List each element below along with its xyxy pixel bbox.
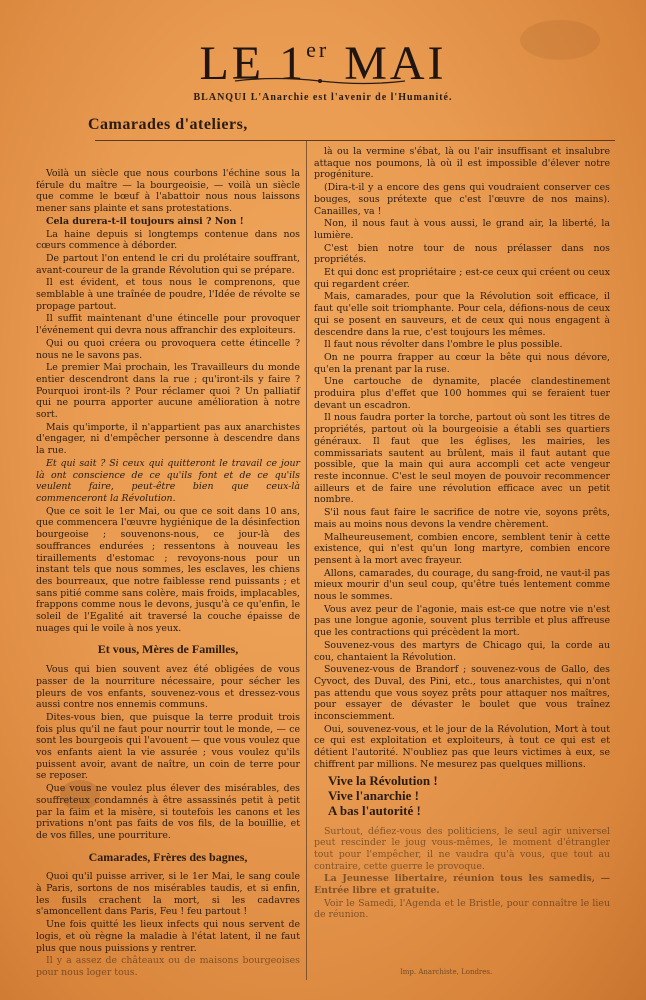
paragraph: Malheureusement, combien encore, semblent tenir à cette existence, qui n'est qu'un long martyre, combien encore pensent à la mort avec frayeur. <box>314 531 610 566</box>
paragraph: Mais qu'importe, il n'appartient pas aux anarchistes d'engager, ni d'empêcher personne à descendre dans la rue. <box>36 421 300 457</box>
paragraph: La haine depuis si longtemps contenue dans nos cœurs commence à déborder. <box>36 228 300 252</box>
paragraph: Il nous faudra porter la torche, partout où sont les titres de propriétés, partout où la bourgeoisie a établi ses quartiers généraux. Il faut que les églises, les mairies, les commissariats sautent au brûlent, mais il faut autant que possible, que la main qui aura accompli cet acte vengeur reste inconnue. C'est le seul moyen de pouvoir recommencer ailleurs et de faire une révolution efficace avec un petit nombre. <box>314 412 610 506</box>
left-column <box>36 168 300 980</box>
slogan: A bas l'autorité ! <box>328 802 421 818</box>
paragraph: Souvenez-vous de Brandorf ; souvenez-vous de Gallo, des Cyvoct, des Duval, des Pini, etc., tous anarchistes, qui n'ont pas attendu que vous soyez prêts pour attaquer nos maîtres, pour essayer de dévaster le boulet que vous traînez inconsciemment. <box>314 664 610 723</box>
paragraph: Mais, camarades, pour que la Révolution soit efficace, il faut qu'elle soit triomphante. Pour cela, défions-nous de ceux qui se posent en sauveurs, et de ceux qui nous engagent à descendre dans la rue, c'est toujours les mêmes. <box>314 291 610 338</box>
printer-imprint: Imp. Anarchiste, Londres. <box>400 968 493 976</box>
paragraph: Souvenez-vous des martyrs de Chicago qui, la corde au cou, chantaient la Révolution. <box>314 639 610 663</box>
paragraph: (Dira-t-il y a encore des gens qui voudraient conserver ces bouges, sous prétexte que c'est l'œuvre de nos mains). Canailles, va ! <box>314 182 610 217</box>
paragraph-italic: Et qui sait ? Si ceux qui quitteront le travail ce jour là ont conscience de ce qu'ils font et de ce qu'ils veulent faire, peut-être bien que ceux-là commenceront la Révolution. <box>36 457 300 504</box>
slogan: Vive l'anarchie ! <box>328 787 419 803</box>
paragraph: C'est bien notre tour de nous prélasser dans nos propriétés. <box>314 242 610 266</box>
rule-divider <box>95 140 615 141</box>
paragraph: Non, il nous faut à vous aussi, le grand air, la liberté, la lumière. <box>314 218 610 241</box>
motto-line: BLANQUI L'Anarchie est l'avenir de l'Humanité. <box>193 92 453 103</box>
paragraph: Voir le Samedi, l'Agenda et le Bristle, pour connaître le lieu de réunion. <box>314 897 610 921</box>
paragraph: Surtout, défiez-vous des politiciens, le seul agir universel peut rescinder le joug vous-mêmes, le moment d'étrangler tout pour l'empêcher, il ne vaudra qu'à vous, que tout au contraire, cette guerre le provoque. <box>314 825 610 872</box>
paragraph: Allons, camarades, du courage, du sang-froid, ne vaut-il pas mieux mourir d'un seul coup, qu'être tués lentement comme nous le sommes. <box>314 567 610 603</box>
paragraph: Cela durera-t-il toujours ainsi ? Non ! <box>46 215 244 227</box>
paragraph: On ne pourra frapper au cœur la bête qui nous dévore, qu'en la prenant par la ruse. <box>314 351 610 375</box>
paragraph: Il suffit maintenant d'une étincelle pour provoquer l'événement qui devra nous affranchir des exploiteurs. <box>36 313 300 337</box>
paragraph: Il faut nous révolter dans l'ombre le plus possible. <box>324 339 563 351</box>
paragraph: Il y a assez de châteaux ou de maisons bourgeoises pour nous loger tous. <box>36 955 300 978</box>
paragraph: Il est évident, et tous nous le comprenons, que semblable à une traînée de poudre, l'Idée de révolte se propage partout. <box>36 277 300 312</box>
subheading-bagnes: Camarades, Frères des bagnes, <box>88 849 248 864</box>
paragraph: Que vous ne voulez plus élever des misérables, des souffreteux condamnés à être assassinés petit à petit par la faim et la misère, si toutefois les canons et les privations n'ont pas faits de vos fils, de la bouillie, et de vos filles, une pourriture. <box>36 783 300 841</box>
subheading-meres: Et vous, Mères de Familles, <box>97 642 239 657</box>
paragraph: Qui ou quoi créera ou provoquera cette étincelle ? nous ne le savons pas. <box>36 337 300 361</box>
paragraph: Quoi qu'il puisse arriver, si le 1er Mai, le sang coule à Paris, sortons de nos misérables taudis, et si enfin, les fusils crachent la mort, si les cadavres s'amoncellent dans Paris, Feu ! feu partout ! <box>36 871 300 918</box>
slogans-block <box>328 773 610 818</box>
paragraph: Et qui donc est propriétaire ; est-ce ceux qui créent ou ceux qui regardent créer. <box>314 267 610 290</box>
ornament-divider <box>230 76 410 86</box>
paragraph: Dites-vous bien, que puisque la terre produit trois fois plus qu'il ne faut pour nourrir tout le monde, — ce sont les bourgeois qui l'avouent — que vous voulez que vos enfants aient la vie assurée ; vous voulez qu'ils puissent avoir, avant de naître, un coin de terre pour se reposer. <box>36 711 300 782</box>
paragraph: Voilà un siècle que nous courbons l'échine sous la férule du maître — la bourgeoisie, — voilà un siècle que comme le bœuf à l'abattoir nous nous laissons mener sans plainte et sans protestations. <box>36 168 300 215</box>
paragraph: Oui, souvenez-vous, et le jour de la Révolution, Mort à tout ce qui est exploitation et exploiteurs, à tout ce qui est et détient l'autorité. N'oubliez pas que leurs victimes à eux, se chiffrent par millions. Ne mesurez pas quelques millions. <box>314 723 610 770</box>
paragraph: La Jeunesse libertaire, réunion tous les samedis, — Entrée libre et gratuite. <box>314 873 610 897</box>
paragraph: Que ce soit le 1er Mai, ou que ce soit dans 10 ans, que commencera l'œuvre hygiénique de la désinfection bourgeoise ; souvenons-nous, ce jour-là des souffrances endurées ; ressentons à nouveau les tiraillements d'estomac ; revoyons-nous pour un instant tels que nous sommes, les esclaves, les chiens des bourreaux, que notre faiblesse rend puissants ; et sans pitié comme sans colère, mais froids, implacables, frappons comme nous le devons, jusqu'à ce qu'enfin, le soleil de l'Egalité ait traversé la couche épaisse de nuages qui le voile à nos yeux. <box>36 505 300 634</box>
paragraph: S'il nous faut faire le sacrifice de notre vie, soyons prêts, mais au moins nous devons la vendre chèrement. <box>314 507 610 530</box>
paragraph: Vous qui bien souvent avez été obligées de vous passer de la nourriture nécessaire, pour sécher les pleurs de vos enfants, souvenez-vous et dressez-vous aussi contre nos ennemis communs. <box>36 664 300 711</box>
section-heading-ateliers: Camarades d'ateliers, <box>88 116 248 133</box>
slogan: Vive la Révolution ! <box>328 772 438 788</box>
right-column <box>314 146 610 922</box>
paragraph: De partout l'on entend le cri du prolétaire souffrant, avant-coureur de la grande Révolution qui se prépare. <box>36 252 300 276</box>
paragraph: Une fois quitté les lieux infects qui nous servent de logis, et où règne la maladie à l'état latent, il ne faut plus que nous puissions y rentrer. <box>36 919 300 954</box>
paragraph: Le premier Mai prochain, les Travailleurs du monde entier descendront dans la rue ; qu'iront-ils y faire ? Pourquoi iront-ils ? Pour réclamer quoi ? Un palliatif qui ne pourra apporter aucune amélioration à notre sort. <box>36 362 300 421</box>
paragraph: Une cartouche de dynamite, placée clandestinement produira plus d'effet que 100 hommes qui se feraient tuer devant un escadron. <box>314 376 610 411</box>
masthead-title: LE 1er MAI <box>199 37 447 90</box>
paragraph: Vous avez peur de l'agonie, mais est-ce que notre vie n'est pas une longue agonie, souvent plus terrible et plus affreuse que les contractions qui précèdent la mort. <box>314 603 610 639</box>
column-divider <box>306 140 307 980</box>
paragraph: là ou la vermine s'ébat, là ou l'air insuffisant et insalubre attaque nos poumons, là où il est impossible d'élever notre progéniture. <box>314 146 610 181</box>
